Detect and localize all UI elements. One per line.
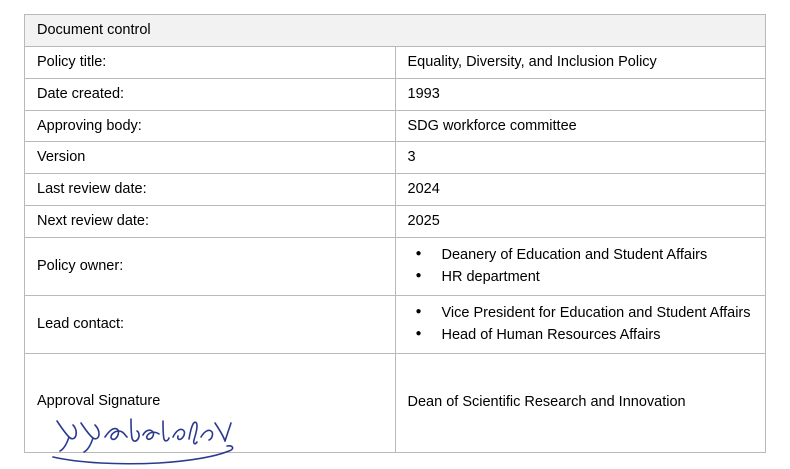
table-row <box>25 110 766 142</box>
row-value-policy-owner <box>395 237 766 295</box>
table-row <box>25 206 766 238</box>
row-value-date-created: 1993 <box>395 78 766 110</box>
table-header-row <box>25 15 766 47</box>
table-row <box>25 174 766 206</box>
row-label-policy-title: Policy title: <box>25 46 396 78</box>
row-label-lead-contact: Lead contact: <box>25 295 396 353</box>
list-item: ● HR department <box>408 266 756 288</box>
handwritten-signature-icon <box>39 413 269 469</box>
row-label-date-created: Date created: <box>25 78 396 110</box>
document-control-header: Document control <box>25 15 766 47</box>
document-control-table <box>24 14 766 453</box>
approval-signature-cell <box>25 353 396 452</box>
table-row <box>25 295 766 353</box>
policy-owner-list <box>408 244 756 289</box>
row-value-last-review-date: 2024 <box>395 174 766 206</box>
row-value-version: 3 <box>395 142 766 174</box>
list-item: ● Head of Human Resources Affairs <box>408 324 756 346</box>
row-label-next-review-date: Next review date: <box>25 206 396 238</box>
row-label-approving-body: Approving body: <box>25 110 396 142</box>
table-row <box>25 142 766 174</box>
row-value-policy-title: Equality, Diversity, and Inclusion Policy <box>395 46 766 78</box>
table-row-signature <box>25 353 766 452</box>
table-row <box>25 46 766 78</box>
table-row <box>25 78 766 110</box>
lead-contact-list <box>408 302 756 347</box>
list-item: ● Deanery of Education and Student Affairs <box>408 244 756 266</box>
row-label-policy-owner: Policy owner: <box>25 237 396 295</box>
table-row <box>25 237 766 295</box>
approval-signature-label: Approval Signature <box>37 393 161 410</box>
row-label-last-review-date: Last review date: <box>25 174 396 206</box>
list-item: ● Vice President for Education and Student Affairs <box>408 302 756 324</box>
row-value-approving-body: SDG workforce committee <box>395 110 766 142</box>
approval-signature-role: Dean of Scientific Research and Innovation <box>395 353 766 452</box>
row-value-next-review-date: 2025 <box>395 206 766 238</box>
row-label-version: Version <box>25 142 396 174</box>
row-value-lead-contact <box>395 295 766 353</box>
